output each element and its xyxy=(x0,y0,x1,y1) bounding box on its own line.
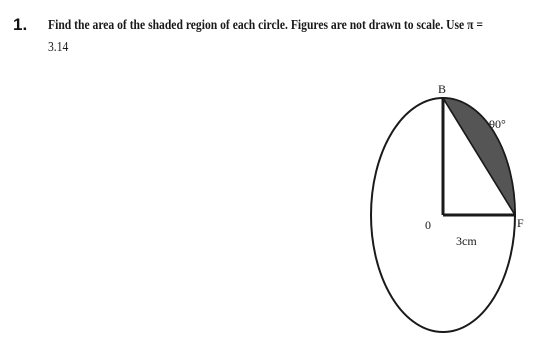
question-number: 1. xyxy=(13,15,28,34)
label-radius: 3cm xyxy=(456,234,477,248)
label-angle: 90° xyxy=(489,117,506,131)
label-f: F xyxy=(517,216,524,230)
question-instruction: Find the area of the shaded region of each circle. Figures are not drawn to scale. Use π = xyxy=(48,17,483,32)
pi-value: 3.14 xyxy=(48,39,69,54)
label-o: 0 xyxy=(425,218,431,232)
label-b: B xyxy=(438,82,447,96)
